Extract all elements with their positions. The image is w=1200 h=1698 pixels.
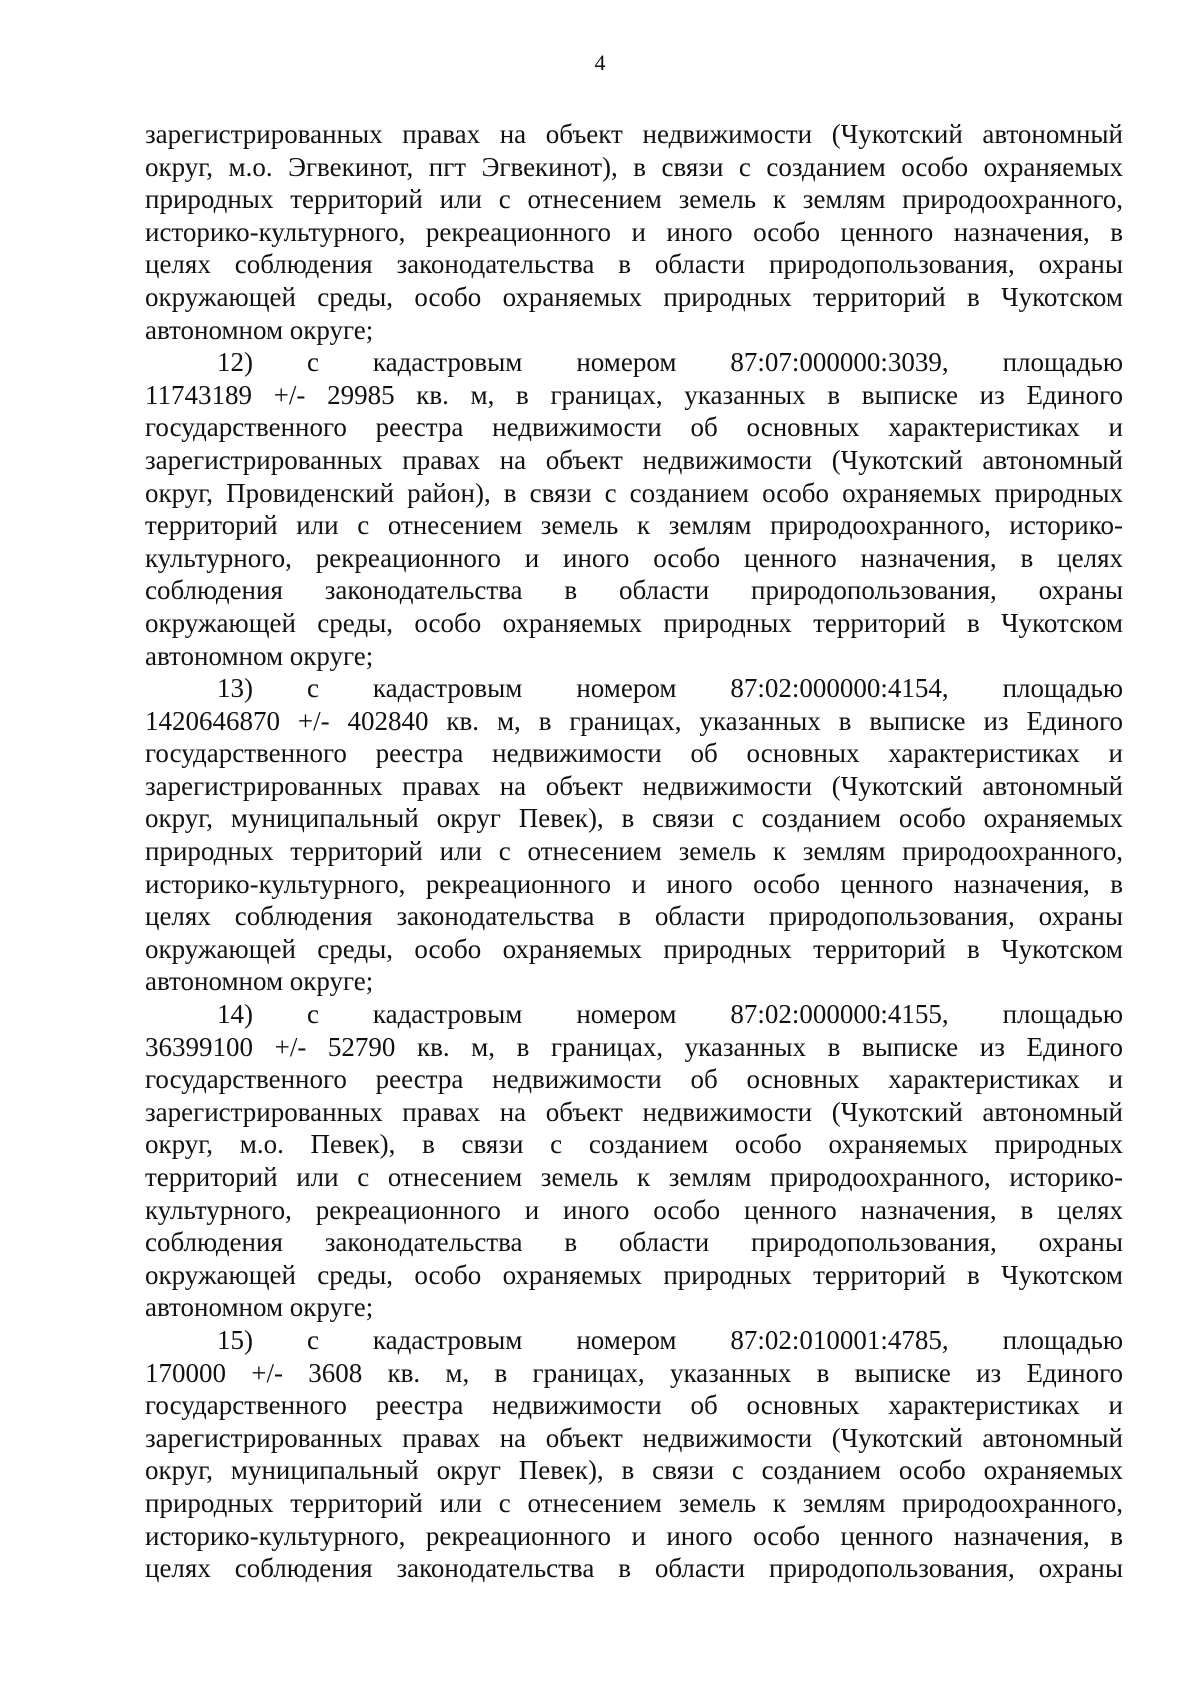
text-line: целях соблюдения законодательства в области природопользования, охраны <box>145 901 1123 932</box>
text-line: природных территорий или с отнесением земель к землям природоохранного, <box>145 1487 1123 1518</box>
text-line: окружающей среды, особо охраняемых природных территорий в Чукотском <box>145 607 1123 638</box>
text-line: окружающей среды, особо охраняемых природных территорий в Чукотском <box>145 281 1123 312</box>
text-line: зарегистрированных правах на объект недвижимости (Чукотский автономный <box>145 1096 1123 1127</box>
text-line: 14) с кадастровым номером 87:02:000000:4155, площадью <box>217 999 1123 1030</box>
text-line: государственного реестра недвижимости об основных характеристиках и <box>145 1390 1123 1421</box>
text-line: государственного реестра недвижимости об основных характеристиках и <box>145 412 1123 443</box>
text-line: историко-культурного, рекреационного и иного особо ценного назначения, в <box>145 868 1123 899</box>
text-line: окружающей среды, особо охраняемых природных территорий в Чукотском <box>145 1259 1123 1290</box>
text-line: целях соблюдения законодательства в области природопользования, охраны <box>145 1553 1123 1584</box>
text-line: государственного реестра недвижимости об основных характеристиках и <box>145 1064 1123 1095</box>
document-body <box>145 118 1123 1585</box>
text-line: автономном округе; <box>145 314 374 345</box>
page-number: 4 <box>594 50 606 75</box>
text-line: 13) с кадастровым номером 87:02:000000:4154, площадью <box>217 673 1123 704</box>
text-line: зарегистрированных правах на объект недвижимости (Чукотский автономный <box>145 1422 1123 1453</box>
text-line: территорий или с отнесением земель к землям природоохранного, историко- <box>145 510 1123 541</box>
text-line: соблюдения законодательства в области природопользования, охраны <box>145 1227 1123 1258</box>
text-line: автономном округе; <box>145 1292 374 1323</box>
text-line: культурного, рекреационного и иного особо ценного назначения, в целях <box>145 1194 1123 1225</box>
text-line: соблюдения законодательства в области природопользования, охраны <box>145 575 1123 606</box>
text-line: зарегистрированных правах на объект недвижимости (Чукотский автономный <box>145 770 1123 801</box>
text-line: автономном округе; <box>145 966 374 997</box>
text-line: природных территорий или с отнесением земель к землям природоохранного, <box>145 184 1123 215</box>
text-line: целях соблюдения законодательства в области природопользования, охраны <box>145 249 1123 280</box>
text-line: государственного реестра недвижимости об основных характеристиках и <box>145 738 1123 769</box>
text-line: зарегистрированных правах на объект недвижимости (Чукотский автономный <box>145 444 1123 475</box>
text-line: зарегистрированных правах на объект недвижимости (Чукотский автономный <box>145 119 1123 149</box>
text-line: 1420646870 +/- 402840 кв. м, в границах, указанных в выписке из Единого <box>145 705 1123 736</box>
text-line: природных территорий или с отнесением земель к землям природоохранного, <box>145 836 1123 867</box>
text-line: 170000 +/- 3608 кв. м, в границах, указанных в выписке из Единого <box>145 1357 1123 1388</box>
text-line: 36399100 +/- 52790 кв. м, в границах, указанных в выписке из Единого <box>145 1031 1123 1062</box>
text-line: историко-культурного, рекреационного и иного особо ценного назначения, в <box>145 1520 1123 1551</box>
text-line: 15) с кадастровым номером 87:02:010001:4785, площадью <box>217 1324 1123 1355</box>
text-line: 11743189 +/- 29985 кв. м, в границах, указанных в выписке из Единого <box>145 379 1123 410</box>
text-line: округ, м.о. Певек), в связи с созданием особо охраняемых природных <box>145 1129 1123 1160</box>
text-line: автономном округе; <box>145 640 374 671</box>
text-line: округ, муниципальный округ Певек), в связи с созданием особо охраняемых <box>145 1455 1123 1486</box>
text-line: культурного, рекреационного и иного особо ценного назначения, в целях <box>145 542 1123 573</box>
text-line: округ, Провиденский район), в связи с созданием особо охраняемых природных <box>145 477 1123 508</box>
text-line: территорий или с отнесением земель к землям природоохранного, историко- <box>145 1162 1123 1192</box>
text-line: 12) с кадастровым номером 87:07:000000:3039, площадью <box>217 347 1123 378</box>
text-line: историко-культурного, рекреационного и иного особо ценного назначения, в <box>145 216 1123 247</box>
text-line: округ, муниципальный округ Певек), в связи с созданием особо охраняемых <box>145 803 1123 834</box>
text-line: округ, м.о. Эгвекинот, пгт Эгвекинот), в связи с созданием особо охраняемых <box>145 151 1123 182</box>
text-line: окружающей среды, особо охраняемых природных территорий в Чукотском <box>145 933 1123 964</box>
